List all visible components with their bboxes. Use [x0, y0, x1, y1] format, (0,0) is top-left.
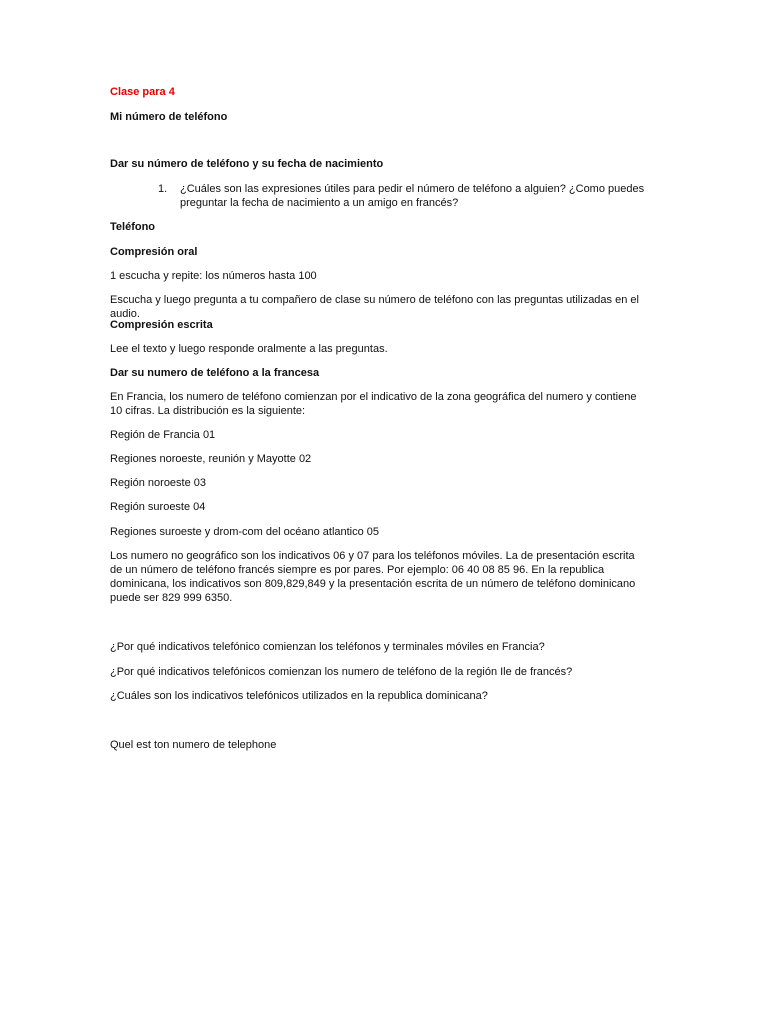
question-1: ¿Por qué indicativos telefónico comienzan los teléfonos y terminales móviles en Francia?	[110, 641, 545, 653]
question-3: ¿Cuáles son los indicativos telefónicos utilizados en la republica dominicana?	[110, 690, 488, 702]
region-01: Región de Francia 01	[110, 429, 216, 441]
list-item-text: ¿Cuáles son las expresiones útiles para pedir el número de teléfono a alguien? ¿Como puedes preguntar la fecha de nacimiento a un amigo en francés?	[180, 183, 645, 209]
region-03: Región noroeste 03	[110, 477, 207, 489]
region-05: Regiones suroeste y drom-com del océano atlantico 05	[110, 526, 380, 538]
mobile-numbers-paragraph: Los numero no geográfico son los indicativos 06 y 07 para los teléfonos móviles. La de presentación escrita de un número de teléfono francés siempre es por pares. Por ejemplo: 06 40 08 85 96. En la republica dominicana, los indicativos son 809,829,849 y la presentación escrita de un número de teléfono dominicano puede ser 829 999 6350.	[110, 550, 636, 604]
oral-line-1: 1 escucha y repite: los números hasta 100	[110, 270, 317, 282]
question-2: ¿Por qué indicativos telefónicos comienzan los numero de teléfono de la región Ile de francés?	[110, 666, 573, 678]
written-line: Lee el texto y luego responde oralmente a las preguntas.	[110, 343, 388, 355]
section-heading: Dar su número de teléfono y su fecha de nacimiento	[110, 158, 384, 170]
french-format-heading: Dar su numero de teléfono a la francesa	[110, 367, 320, 379]
oral-comprehension-heading: Compresión oral	[110, 246, 198, 258]
oral-line-2: Escucha y luego pregunta a tu compañero de clase su número de teléfono con las preguntas utilizadas en el audio.	[110, 294, 639, 320]
document-subtitle: Mi número de teléfono	[110, 111, 228, 123]
closing-line: Quel est ton numero de telephone	[110, 739, 277, 751]
telefono-heading: Teléfono	[110, 221, 156, 233]
region-02: Regiones noroeste, reunión y Mayotte 02	[110, 453, 312, 465]
class-title: Clase para 4	[110, 86, 175, 98]
list-item-number: 1.	[158, 183, 168, 195]
written-comprehension-heading: Compresión escrita	[110, 319, 213, 331]
french-intro-paragraph: En Francia, los numero de teléfono comienzan por el indicativo de la zona geográfica del numero y contiene 10 cifras. La distribución es la siguiente:	[110, 391, 637, 417]
region-04: Región suroeste 04	[110, 501, 206, 513]
